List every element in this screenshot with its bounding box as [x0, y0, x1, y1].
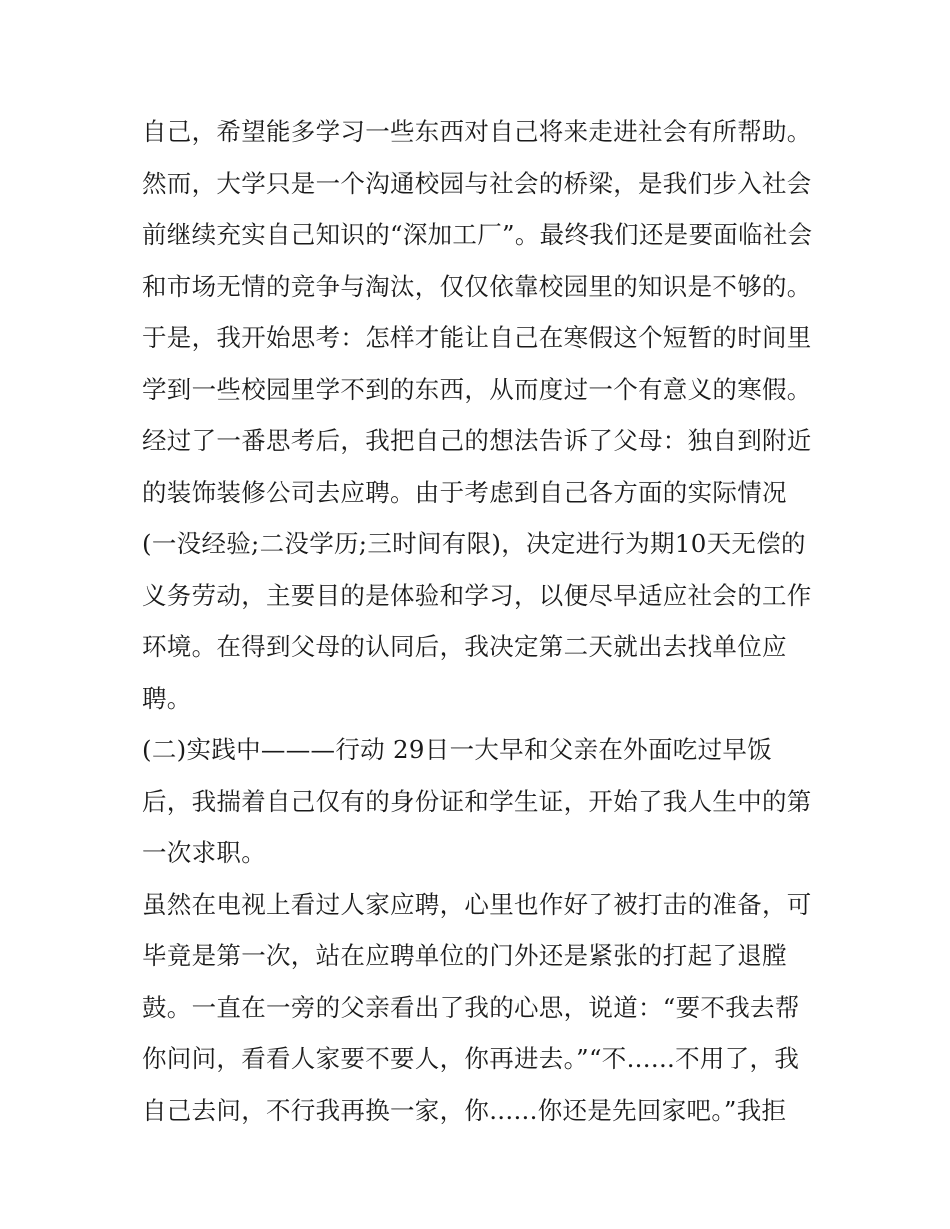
- text-line: 后，我揣着自己仅有的身份证和学生证，开始了我人生中的第: [142, 786, 812, 816]
- text-line: 环境。在得到父母的认同后，我决定第二天就出去找单位应: [142, 632, 787, 661]
- text-line: 然而，大学只是一个沟通校园与社会的桥梁，是我们步入社会: [142, 168, 812, 198]
- body-text: [142, 106, 822, 1136]
- text-line: 自己去问，不行我再换一家，你......你还是先回家吧。”我拒: [142, 1095, 787, 1125]
- text-line: 经过了一番思考后，我把自己的想法告诉了父母：独自到附近: [142, 426, 812, 455]
- text-line: 的装饰装修公司去应聘。由于考虑到自己各方面的实际情况: [142, 477, 787, 507]
- text-line: 鼓。一直在一旁的父亲看出了我的心思，说道：“要不我去帮: [142, 992, 800, 1022]
- section-heading-line: (二)实践中———行动 29日一大早和父亲在外面吃过早饭: [142, 735, 772, 764]
- text-line: 聘。: [142, 683, 192, 713]
- text-line: 前继续充实自己知识的“深加工厂”。最终我们还是要面临社会: [142, 220, 813, 249]
- text-line: 学到一些校园里学不到的东西，从而度过一个有意义的寒假。: [142, 374, 812, 404]
- text-line: 于是，我开始思考：怎样才能让自己在寒假这个短暂的时间里: [142, 323, 812, 352]
- text-line: 和市场无情的竞争与淘汰，仅仅依靠校园里的知识是不够的。: [142, 271, 812, 301]
- text-line: 一次求职。: [142, 838, 266, 867]
- text-line: 义务劳动，主要目的是体验和学习，以便尽早适应社会的工作: [142, 580, 812, 610]
- text-line: 毕竟是第一次，站在应聘单位的门外还是紧张的打起了退膛: [142, 941, 787, 970]
- text-line: 自己，希望能多学习一些东西对自己将来走进社会有所帮助。: [142, 117, 812, 146]
- text-line: (一没经验;二没学历;三时间有限)，决定进行为期10天无偿的: [142, 529, 806, 558]
- text-line: 你问问，看看人家要不要人，你再进去。”“不......不用了，我: [142, 1044, 800, 1073]
- text-line: 虽然在电视上看过人家应聘，心里也作好了被打击的准备，可: [142, 889, 812, 919]
